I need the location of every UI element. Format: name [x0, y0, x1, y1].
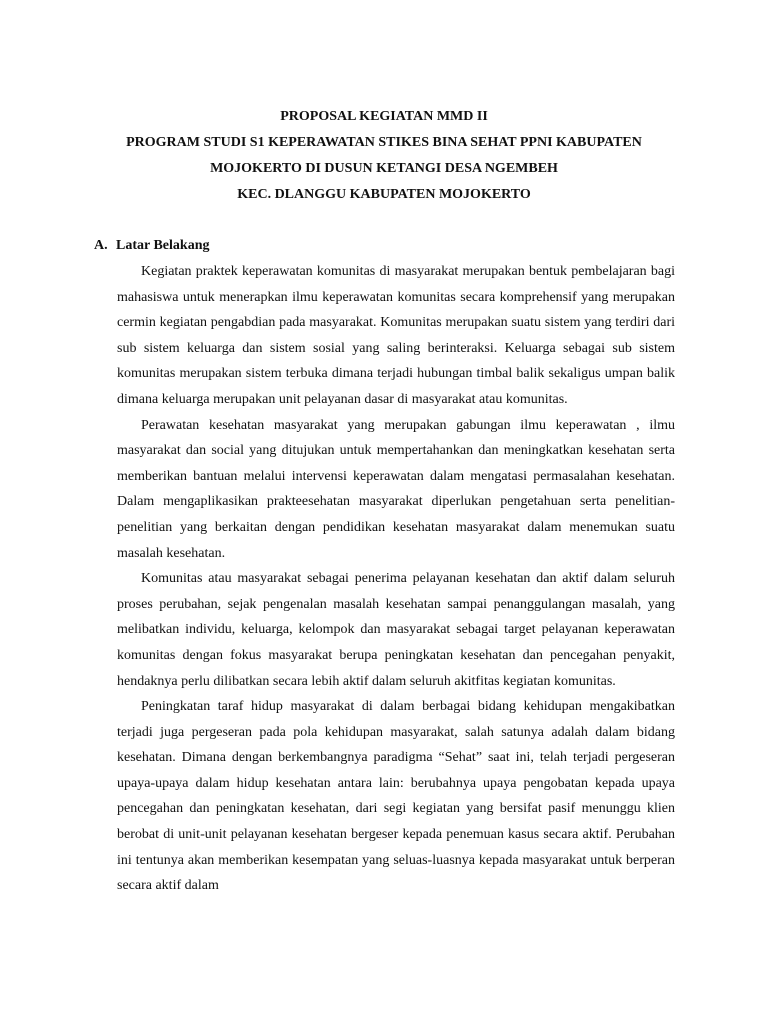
section-heading [94, 233, 209, 259]
document-title [0, 104, 768, 208]
title-line-4: KEC. DLANGGU KABUPATEN MOJOKERTO [237, 187, 531, 202]
title-line-3: MOJOKERTO DI DUSUN KETANGI DESA NGEMBEH [210, 161, 558, 176]
paragraph-2: Perawatan kesehatan masyarakat yang merupakan gabungan ilmu keperawatan , ilmu masyarakat dan social yang ditujukan untuk mempertahankan dan meningkatkan kesehatan serta memberikan bantuan melalui intervensi keperawatan dalam mengatasi permasalahan kesehatan. Dalam mengaplikasikan prakteesehatan masyarakat diperlukan pengetahuan serta penelitian-penelitian yang berkaitan dengan pendidikan kesehatan masyarakat dalam menemukan suatu masalah kesehatan. [117, 417, 675, 561]
paragraph-3: Komunitas atau masyarakat sebagai penerima pelayanan kesehatan dan aktif dalam seluruh proses perubahan, sejak pengenalan masalah kesehatan sampai penanggulangan masalah, yang melibatkan individu, keluarga, kelompok dan masyarakat sebagai target pelayanan keperawatan komunitas dengan fokus masyarakat berupa peningkatan kesehatan dan pencegahan penyakit, hendaknya perlu dilibatkan secara lebih aktif dalam seluruh akitfitas kegiatan komunitas. [117, 571, 675, 689]
section-letter: A. [94, 238, 108, 253]
section-body [117, 259, 675, 899]
title-line-2: PROGRAM STUDI S1 KEPERAWATAN STIKES BINA SEHAT PPNI KABUPATEN [126, 135, 642, 150]
section-heading-text: Latar Belakang [116, 238, 210, 253]
paragraph-4: Peningkatan taraf hidup masyarakat di dalam berbagai bidang kehidupan mengakibatkan terjadi juga pergeseran pada pola kehidupan masyarakat, salah satunya adalah dalam bidang kesehatan. Dimana dengan berkembangnya paradigma “Sehat” saat ini, telah terjadi pergeseran upaya-upaya dalam hidup kesehatan antara lain: berubahnya upaya pengobatan kepada upaya pencegahan dan peningkatan kesehatan, dari segi kegiatan yang bersifat pasif menunggu klien berobat di unit-unit pelayanan kesehatan bergeser kepada penemuan kasus secara aktif. Perubahan ini tentunya akan memberikan kesempatan yang seluas-luasnya kepada masyarakat untuk berperan secara aktif dalam [117, 699, 675, 894]
title-line-1: PROPOSAL KEGIATAN MMD II [280, 109, 488, 124]
paragraph-1: Kegiatan praktek keperawatan komunitas di masyarakat merupakan bentuk pembelajaran bagi mahasiswa untuk menerapkan ilmu keperawatan komunitas secara komprehensif yang merupakan cermin kegiatan pengabdian pada masyarakat. Komunitas merupakan suatu sistem yang terdiri dari sub sistem keluarga dan sistem sosial yang saling berinteraksi. Keluarga sebagai sub sistem komunitas merupakan sistem terbuka dimana terjadi hubungan timbal balik sekaligus umpan balik dimana keluarga merupakan unit pelayanan dasar di masyarakat atau komunitas. [117, 264, 675, 407]
